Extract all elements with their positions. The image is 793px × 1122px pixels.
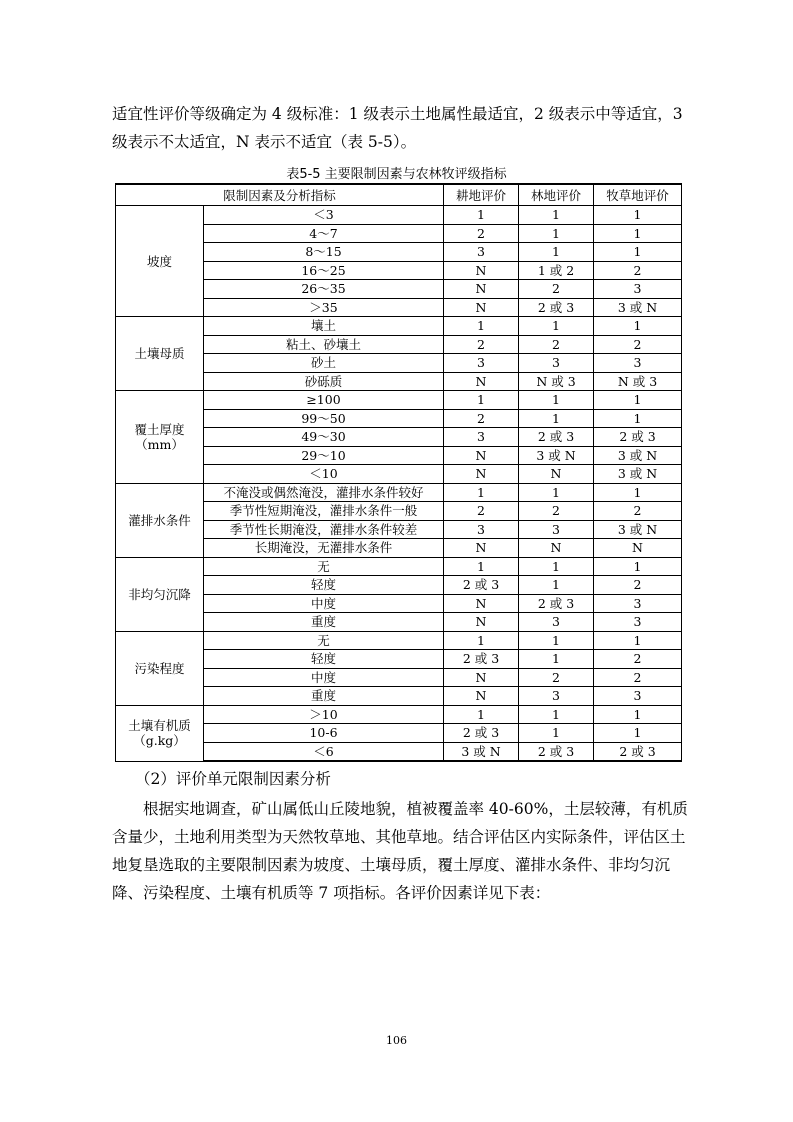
table-row (116, 317, 682, 336)
grade-cell: 3 (594, 280, 682, 299)
grade-cell: 1 (519, 576, 594, 595)
grade-cell: 3 或 N (594, 520, 682, 539)
grade-cell: 1 (519, 557, 594, 576)
header-cell: 耕地评价 (444, 184, 519, 206)
grade-cell: 1 (519, 224, 594, 243)
indicator-cell: 轻度 (204, 576, 444, 595)
grade-cell: N (444, 668, 519, 687)
indicator-cell: 重度 (204, 613, 444, 632)
grade-cell: 3 (519, 354, 594, 373)
factor-cell: 灌排水条件 (116, 483, 204, 557)
factor-cell: 土壤母质 (116, 317, 204, 391)
grade-cell: N (444, 446, 519, 465)
indicator-cell: 砂土 (204, 354, 444, 373)
grade-cell: 3 (519, 613, 594, 632)
grade-cell: N (519, 539, 594, 558)
grade-cell: 3 (444, 520, 519, 539)
grade-cell: 1 (444, 705, 519, 724)
indicator-cell: 无 (204, 557, 444, 576)
grade-cell: 1 (594, 724, 682, 743)
grade-cell: 2 或 3 (444, 650, 519, 669)
indicator-cell: 中度 (204, 594, 444, 613)
grade-cell: N (594, 539, 682, 558)
grade-cell: N (444, 594, 519, 613)
grade-cell: 3 (444, 428, 519, 447)
grade-cell: N (444, 261, 519, 280)
grade-cell: 1 (519, 705, 594, 724)
grade-cell: 2 或 3 (519, 742, 594, 761)
grade-cell: 2 或 3 (594, 428, 682, 447)
grade-cell: 1 (444, 391, 519, 410)
grade-cell: 1 (594, 409, 682, 428)
grade-cell: 1 (519, 317, 594, 336)
indicator-cell: 重度 (204, 687, 444, 706)
factor-cell: 覆土厚度（mm） (116, 391, 204, 484)
grade-cell: 2 (444, 224, 519, 243)
indicator-cell: 29～10 (204, 446, 444, 465)
header-cell: 林地评价 (519, 184, 594, 206)
grade-cell: 1 (519, 650, 594, 669)
indicator-cell: 8～15 (204, 243, 444, 262)
indicator-cell: 轻度 (204, 650, 444, 669)
grade-cell: N (444, 280, 519, 299)
indicator-cell: 49～30 (204, 428, 444, 447)
grade-cell: 1 (594, 483, 682, 502)
grade-cell: 2 或 3 (519, 428, 594, 447)
indicator-cell: 10-6 (204, 724, 444, 743)
indicator-cell: 99～50 (204, 409, 444, 428)
grade-cell: N (444, 613, 519, 632)
indicator-cell: ＞35 (204, 298, 444, 317)
grade-cell: 1 (444, 557, 519, 576)
indicator-cell: 长期淹没，无灌排水条件 (204, 539, 444, 558)
indicator-cell: 4～7 (204, 224, 444, 243)
grade-cell: 2 (444, 502, 519, 521)
indicator-cell: 季节性长期淹没，灌排水条件较差 (204, 520, 444, 539)
grade-cell: 1 (594, 206, 682, 225)
factor-cell: 土壤有机质（g.kg） (116, 705, 204, 761)
grade-cell: 1 (519, 724, 594, 743)
table-row (116, 206, 682, 225)
grade-cell: 2 (594, 650, 682, 669)
grade-cell: 2 (594, 261, 682, 280)
limiting-factors-table (115, 183, 682, 762)
factor-cell: 坡度 (116, 206, 204, 317)
grade-cell: 1 (519, 243, 594, 262)
grade-cell: N (444, 465, 519, 484)
header-cell: 限制因素及分析指标 (116, 184, 444, 206)
analysis-paragraph: 根据实地调查，矿山属低山丘陵地貌，植被覆盖率 40-60%，土层较薄，有机质含量少，土地利用类型为天然牧草地、其他草地。结合评估区内实际条件，评估区土地复垦选取的主要限制因素为坡度、土壤母质，覆土厚度、灌排水条件、非均匀沉降、污染程度、土壤有机质等 7 项指标。各评价因素详见下表： (112, 800, 688, 902)
factor-cell: 污染程度 (116, 631, 204, 705)
table-header-row (116, 184, 682, 206)
grade-cell: 2 (444, 409, 519, 428)
grade-cell: 1 (519, 391, 594, 410)
header-cell: 牧草地评价 (594, 184, 682, 206)
grade-cell: 2 或 3 (519, 298, 594, 317)
grade-cell: 1 (444, 206, 519, 225)
grade-cell: 3 或 N (519, 446, 594, 465)
grade-cell: 1 (444, 317, 519, 336)
grade-cell: 1 (594, 705, 682, 724)
grade-cell: N (444, 539, 519, 558)
indicator-cell: 不淹没或偶然淹没，灌排水条件较好 (204, 483, 444, 502)
grade-cell: 1 或 2 (519, 261, 594, 280)
grade-cell: 3 (519, 687, 594, 706)
grade-cell: 1 (594, 391, 682, 410)
grade-cell: N 或 3 (519, 372, 594, 391)
indicator-cell: 26～35 (204, 280, 444, 299)
indicator-cell: ≥100 (204, 391, 444, 410)
page-number: 106 (386, 1034, 407, 1047)
indicator-cell: 粘土、砂壤土 (204, 335, 444, 354)
grade-cell: 3 (444, 243, 519, 262)
grade-cell: 1 (519, 631, 594, 650)
indicator-cell: ＜10 (204, 465, 444, 484)
grade-cell: 2 或 3 (444, 724, 519, 743)
table-row (116, 557, 682, 576)
grade-cell: 3 或 N (594, 465, 682, 484)
indicator-cell: 中度 (204, 668, 444, 687)
indicator-cell: 16～25 (204, 261, 444, 280)
grade-cell: 3 或 N (594, 446, 682, 465)
indicator-cell: ＞10 (204, 705, 444, 724)
table-row (116, 631, 682, 650)
grade-cell: 1 (519, 483, 594, 502)
grade-cell: 1 (594, 243, 682, 262)
grade-cell: 2 或 3 (594, 742, 682, 761)
factor-cell: 非均匀沉降 (116, 557, 204, 631)
grade-cell: 2 (594, 502, 682, 521)
grade-cell: 2 (594, 335, 682, 354)
table-row (116, 483, 682, 502)
indicator-cell: ＜6 (204, 742, 444, 761)
grade-cell: 2 (519, 502, 594, 521)
table-row (116, 705, 682, 724)
grade-cell: 2 或 3 (444, 576, 519, 595)
grade-cell: 3 (594, 613, 682, 632)
table-row (116, 391, 682, 410)
grade-cell: N (444, 372, 519, 391)
grade-cell: 1 (594, 317, 682, 336)
grade-cell: 1 (594, 224, 682, 243)
table-caption: 表5-5 主要限制因素与农林牧评级指标 (286, 167, 507, 182)
grade-cell: N (444, 687, 519, 706)
indicator-cell: 无 (204, 631, 444, 650)
grade-cell: 2 (519, 335, 594, 354)
indicator-cell: 砂砾质 (204, 372, 444, 391)
grade-cell: 3 (444, 354, 519, 373)
grade-cell: 3 (594, 594, 682, 613)
grade-cell: 2 或 3 (519, 594, 594, 613)
indicator-cell: ＜3 (204, 206, 444, 225)
grade-cell: 1 (519, 409, 594, 428)
grade-cell: 3 或 N (444, 742, 519, 761)
grade-cell: N (444, 298, 519, 317)
grade-cell: 1 (444, 631, 519, 650)
grade-cell: 2 (519, 668, 594, 687)
grade-cell: 2 (519, 280, 594, 299)
grade-cell: 2 (444, 335, 519, 354)
intro-paragraph: 适宜性评价等级确定为 4 级标准：1 级表示土地属性最适宜，2 级表示中等适宜，3 级表示不太适宜，N 表示不适宜（表 5-5）。 (112, 105, 683, 151)
grade-cell: 1 (594, 631, 682, 650)
grade-cell: 3 或 N (594, 298, 682, 317)
section-subheading: （2）评价单元限制因素分析 (135, 770, 331, 788)
grade-cell: 1 (594, 557, 682, 576)
grade-cell: 1 (519, 206, 594, 225)
indicator-cell: 季节性短期淹没，灌排水条件一般 (204, 502, 444, 521)
indicator-cell: 壤土 (204, 317, 444, 336)
grade-cell: N (519, 465, 594, 484)
table-body (116, 206, 682, 762)
grade-cell: 3 (594, 354, 682, 373)
grade-cell: 3 (594, 687, 682, 706)
grade-cell: 2 (594, 668, 682, 687)
grade-cell: 2 (594, 576, 682, 595)
grade-cell: N 或 3 (594, 372, 682, 391)
grade-cell: 3 (519, 520, 594, 539)
grade-cell: 1 (444, 483, 519, 502)
